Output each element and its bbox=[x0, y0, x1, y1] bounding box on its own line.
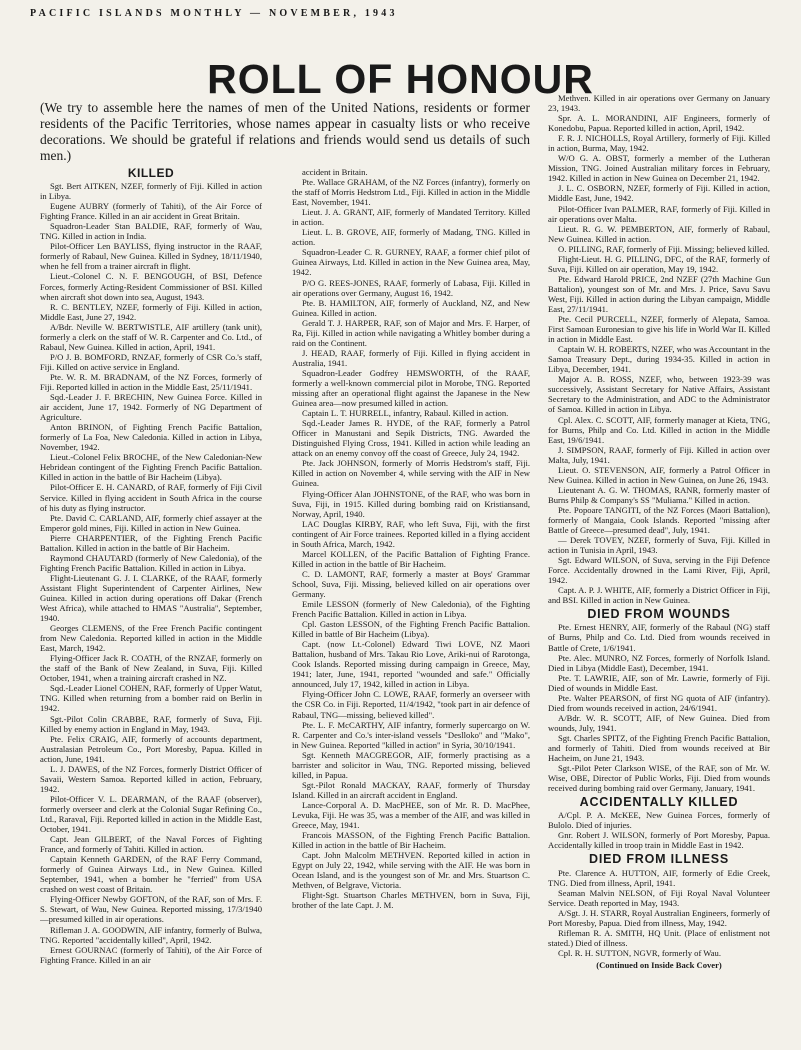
column-2 bbox=[292, 167, 530, 1039]
entries-list bbox=[548, 622, 770, 793]
honour-entry: Georges CLEMENS, of the Free French Pacific contingent from New Caledonia. Reported killed in action in the Middle East, March, 1942. bbox=[40, 623, 262, 654]
honour-entry: Sqd.-Leader James R. HYDE, of the RAF, formerly a Patrol Officer in Manustani and Sepik Districts, TNG. Awarded the Distinguished Flying Cross, 1941. Killed in action while leading an attack on an enemy convoy off the coast of Greece, July 24, 1942. bbox=[292, 418, 530, 459]
honour-entry: Lieut. J. A. GRANT, AIF, formerly of Mandated Territory. Killed in action. bbox=[292, 207, 530, 228]
entries-list bbox=[40, 181, 262, 965]
honour-entry: Sgt. Edward WILSON, of Suva, serving in the Fiji Defence Force. Accidentally drowned in the Lami River, Fiji, April, 1942. bbox=[548, 555, 770, 586]
honour-entry: J. L. C. OSBORN, NZEF, formerly of Fiji. Killed in action, Middle East, June, 1942. bbox=[548, 183, 770, 204]
honour-entry: C. D. LAMONT, RAF, formerly a master at Boys' Grammar School, Suva, Fiji. Missing, believed killed on air operations over Germany. bbox=[292, 568, 530, 599]
honour-entry: Capt. Jean GILBERT, of the Naval Forces of Fighting France, and formerly of Tahiti. Killed in action. bbox=[40, 834, 262, 855]
honour-entry: Squadron-Leader Stan BALDIE, RAF, formerly of Wau, TNG. Killed in action in India. bbox=[40, 221, 262, 242]
honour-entry: Seaman Malvin NELSON, of Fiji Royal Naval Volunteer Service. Death reported in May, 1943. bbox=[548, 887, 770, 908]
honour-entry: Pte. Wallace GRAHAM, of the NZ Forces (infantry), formerly on the staff of Morris Hedstrom Ltd., Fiji. Killed in action in the Middle East, November, 1941. bbox=[292, 177, 530, 208]
honour-entry: Sgt. Kenneth MACGREGOR, AIF, formerly practising as a barrister and solicitor in Wau, TNG. Reported missing, believed killed, in Papua. bbox=[292, 749, 530, 780]
honour-entry: P/O G. REES-JONES, RAAF, formerly of Labasa, Fiji. Killed in air operations over Germany, August 16, 1942. bbox=[292, 277, 530, 298]
honour-entry: Gnr. Robert J. WILSON, formerly of Port Moresby, Papua. Accidentally killed in troop train in Middle East in 1942. bbox=[548, 830, 770, 851]
honour-entry: Methven. Killed in air operations over Germany on January 23, 1943. bbox=[548, 93, 770, 114]
honour-entry: A/Bdr. W. R. SCOTT, AIF, of New Guinea. Died from wounds, July, 1941. bbox=[548, 712, 770, 733]
honour-entry: Lieut. O. STEVENSON, AIF, formerly a Patrol Officer in New Guinea. Killed in action in New Guinea, on June 26, 1943. bbox=[548, 464, 770, 485]
honour-entry: Lieut. R. G. W. PEMBERTON, AIF, formerly of Rabaul, New Guinea. Killed in action. bbox=[548, 223, 770, 244]
honour-entry: Raymond CHAUTARD (formerly of New Caledonia), of the Fighting French Pacific Battalion. Killed in action in Libya. bbox=[40, 552, 262, 573]
honour-entry: Pte. W. R. M. BRADNAM, of the NZ Forces, formerly of Fiji. Reported killed in action in the Middle East, 25/11/1941. bbox=[40, 371, 262, 392]
section-heading-died-from-illness: DIED FROM ILLNESS bbox=[589, 852, 729, 867]
honour-entry: A/Sgt. J. H. STARR, Royal Australian Engineers, formerly of Port Moresby, Papua. Died from illness, May, 1942. bbox=[548, 907, 770, 928]
honour-entry: A/Cpl. P. A. McKEE, New Guinea Forces, formerly of Bulolo. Died of injuries. bbox=[548, 810, 770, 831]
honour-entry: Cpl. R. H. SUTTON, NGVR, formerly of Wau. bbox=[558, 947, 721, 958]
intro-paragraph: (We try to assemble here the names of men of the United Nations, residents or former residents of the Pacific Territories, whose names appear in casualty lists or who receive decorations. We should be grateful if relations and friends would send us details of such men.) bbox=[40, 100, 530, 163]
section-heading-killed: KILLED bbox=[127, 167, 175, 180]
honour-entry: Sqd.-Leader J. F. BRECHIN, New Guinea Force. Killed in air accident, June 17, 1942. Formerly of NG Department of Agriculture. bbox=[40, 392, 262, 423]
honour-entry: W/O G. A. OBST, formerly a member of the Lutheran Mission, TNG. Joined Australian military forces in February, 1942. Killed in action in New Guinea on December 21, 1942. bbox=[548, 153, 770, 184]
honour-entry: Sgt. Bert AITKEN, NZEF, formerly of Fiji. Killed in action in Libya. bbox=[40, 181, 262, 202]
honour-entry: Sgt.-Pilot Colin CRABBE, RAF, formerly of Suva, Fiji. Killed by enemy action in England in May, 1943. bbox=[40, 713, 262, 734]
honour-entry: F. R. J. NICHOLLS, Royal Artillery, formerly of Fiji. Killed in action, Burma, May, 1942. bbox=[548, 133, 770, 154]
honour-entry: Lieut.-Colonel Felix BROCHE, of the New Caledonian-New Hebridean contingent of the Fighting French Pacific Battalion. Killed in action in the battle of Bir Hacheim (Libya). bbox=[40, 452, 262, 483]
honour-entry: Squadron-Leader C. R. GURNEY, RAAF, a former chief pilot of Guinea Airways, Ltd. Killed in action in the New Guinea area, May, 1942. bbox=[292, 247, 530, 278]
entries-list bbox=[548, 93, 770, 605]
honour-entry: Anton BRINON, of Fighting French Pacific Battalion, formerly of La Foa, New Caledonia. Killed in action in Libya, November, 1942. bbox=[40, 422, 262, 453]
honour-entry: Captain L. T. HURRELL, infantry, Rabaul. Killed in action. bbox=[302, 408, 509, 419]
honour-entry: Captain W. H. ROBERTS, NZEF, who was Accountant in the Samoa Treasury Dept., during 1934-35. Killed in action in Libya, December, 1941. bbox=[548, 344, 770, 375]
continued-note: (Continued on Inside Back Cover) bbox=[596, 959, 722, 970]
honour-entry: Rifleman J. A. GOODWIN, AIF infantry, formerly of Bulwa, TNG. Reported "accidentally killed", April, 1942. bbox=[40, 924, 262, 945]
entries-list bbox=[548, 868, 770, 958]
honour-entry: Capt. A. P. J. WHITE, AIF, formerly a District Officer in Fiji, and BSI. Killed in action in New Guinea. bbox=[548, 585, 770, 606]
honour-entry: Marcel KOLLEN, of the Pacific Battalion of Fighting France. Killed in action in the battle of Bir Hacheim. bbox=[292, 548, 530, 569]
honour-entry: Francois MASSON, of the Fighting French Pacific Battalion. Killed in action in the battle of Bir Hacheim. bbox=[292, 830, 530, 851]
honour-entry: Pte. T. LAWRIE, AIF, son of Mr. Lawrie, formerly of Fiji. Died of wounds in Middle East. bbox=[548, 672, 770, 693]
honour-entry: Pte. Felix CRAIG, AIF, formerly of accounts department, Australasian Petroleum Co., Port Moresby, Papua. Killed in action, June, 1941. bbox=[40, 733, 262, 764]
honour-entry: J. HEAD, RAAF, formerly of Fiji. Killed in flying accident in Australia, 1941. bbox=[292, 347, 530, 368]
honour-entry: Flight-Lieutenant G. J. I. CLARKE, of the RAAF, formerly Assistant Flight Superintendent of Carpenter Airlines, New Guinea. Killed in action during operations off Dakar (French West Africa), while attached to HMAS "Australia", September, 1940. bbox=[40, 572, 262, 624]
honour-entry: Flight-Sgt. Stuartson Charles METHVEN, born in Suva, Fiji, brother of the late Capt. J. M. bbox=[292, 890, 530, 911]
honour-entry: Cpl. Alex. C. SCOTT, AIF, formerly manager at Kieta, TNG, for Burns, Philp and Co. Ltd. Killed in action in the Middle East, 19/6/1941. bbox=[548, 414, 770, 445]
honour-entry: Pierre CHARPENTIER, of the Fighting French Pacific Battalion. Killed in action in the battle of Bir Hacheim. bbox=[40, 532, 262, 553]
honour-entry: Flight-Lieut. H. G. PILLING, DFC, of the RAF, formerly of Suva, Fiji. Killed on air operation, May 19, 1942. bbox=[548, 253, 770, 274]
honour-entry: Pte. Edward Harold PRICE, 2nd NZEF (27th Machine Gun Battalion), youngest son of Mr. and Mrs. J. Price, Savu Savu West, Fiji. Killed in action during the Libyan campaign, Middle East, 27/11/1941. bbox=[548, 273, 770, 314]
honour-entry: LAC Douglas KIRBY, RAF, who left Suva, Fiji, with the first contingent of Air Force trainees. Reported killed in a flying accident in South Africa, March, 1942. bbox=[292, 518, 530, 549]
column-1 bbox=[40, 167, 262, 1039]
honour-entry: A/Bdr. Neville W. BERTWISTLE, AIF artillery (tank unit), formerly a clerk on the staff of W. R. Carpenter and Co. Ltd., of Rabaul, New Guinea. Killed in action, April, 1941. bbox=[40, 321, 262, 352]
honour-entry: Flying-Officer Newby GOFTON, of the RAF, son of Mrs. F. S. Stewart, of Wau, New Guinea. Reported missing, 17/3/1940—presumed killed in air operations. bbox=[40, 894, 262, 925]
honour-entry: Pte. B. HAMILTON, AIF, formerly of Auckland, NZ, and New Guinea. Killed in action. bbox=[292, 297, 530, 318]
entries-list bbox=[548, 810, 770, 850]
section-heading-died-from-wounds: DIED FROM WOUNDS bbox=[587, 607, 731, 622]
honour-entry: Sgt. Charles SPITZ, of the Fighting French Pacific Battalion, and formerly of Tahiti. Died from wounds received at Bir Hacheim, on June 21, 1943. bbox=[548, 732, 770, 764]
honour-entry: Major A. B. ROSS, NZEF, who, between 1923-39 was successively, Assistant Secretary for Native Affairs, Assistant Secretary to the Administration, and ADC to the Administrator of Samoa. Killed in action in Libya. bbox=[548, 374, 770, 415]
honour-entry: Pte. David C. CARLAND, AIF, formerly chief assayer at the Emperor gold mines, Fiji. Killed in action in New Guinea. bbox=[40, 512, 262, 533]
honour-entry: Lance-Corporal A. D. MacPHEE, son of Mr. R. D. MacPhee, Levuka, Fiji. He was 35, was a member of the AIF, and was killed in Greece, May, 1941. bbox=[292, 799, 530, 831]
honour-entry: — Derek TOVEY, NZEF, formerly of Suva, Fiji. Killed in action in Tunisia in April, 1943. bbox=[548, 535, 770, 556]
column-3 bbox=[548, 93, 770, 1039]
honour-entry: Lieutenant A. G. W. THOMAS, RANR, formerly master of Burns Philp & Company's SS "Muliama." Killed in action. bbox=[548, 484, 770, 505]
honour-entry: Sqd.-Leader Lionel COHEN, RAF, formerly of Upper Watut, TNG. Killed when returning from a bomber raid on Berlin in 1942. bbox=[40, 683, 262, 714]
page-title: ROLL OF HONOUR bbox=[207, 56, 594, 102]
honour-entry: Capt. (now Lt.-Colonel) Edward Tiwi LOVE, NZ Maori Battalion, husband of Mrs. Takau Rio Love, Ariki-nui of Rarotonga, Cook Islands. Reported missing during campaign in Greece, May, 1941; later, June, 1941, reported "wounded and safe." Officially announced, July 17, 1942, killed in action in Libya. bbox=[292, 639, 530, 690]
honour-entry: O. PILLING, RAF, formerly of Fiji. Missing; believed killed. bbox=[558, 243, 770, 254]
running-head: PACIFIC ISLANDS MONTHLY — NOVEMBER, 1943 bbox=[30, 8, 398, 19]
honour-entry: Gerald T. J. HARPER, RAF, son of Major and Mrs. F. Harper, of Ra, Fiji. Killed in action while navigating a Whitley bomber during a raid on the Continent. bbox=[292, 317, 530, 348]
honour-entry: Capt. John Malcolm METHVEN. Reported killed in action in Egypt on July 22, 1942, while serving with the AIF. He was born in Ocean Island, and is the youngest son of Mr. and Mrs. Stuartson C. Methven, of Belgrave, Victoria. bbox=[292, 850, 530, 891]
honour-entry: Ernest GOURNAC (formerly of Tahiti), of the Air Force of Fighting France. Killed in an air bbox=[40, 944, 262, 965]
honour-entry: Pilot-Officer Len BAYLISS, flying instructor in the RAAF, formerly of Rabaul, New Guinea. Killed in Sydney, 18/11/1940, when he fell from a trainer aircraft in flight. bbox=[40, 241, 262, 272]
honour-entry: Flying-Officer Jack R. COATH, of the RNZAF, formerly on the staff of the Bank of New Zealand, in Suva, Fiji. Killed October, 1941, when a training aircraft crashed in NZ. bbox=[40, 653, 262, 684]
honour-entry: Sgt.-Pilot Ronald MACKAY, RAAF, formerly of Thursday Island. Killed in an aircraft accident in England. bbox=[292, 779, 530, 800]
honour-entry: Flying-Officer Alan JOHNSTONE, of the RAF, who was born in Suva, Fiji, in 1915. Killed during bombing raid on Kristiansand, Norway, April, 1940. bbox=[292, 488, 530, 519]
honour-entry: Pilot-Officer E. H. CANARD, of RAF, formerly of Fiji Civil Service. Killed in flying accident in South Africa in the course of his duty as flying instructor. bbox=[40, 482, 262, 513]
honour-entry: Flying-Officer John C. LOWE, RAAF, formerly an overseer with the CSR Co. in Fiji. Reported, 11/4/1942, "took part in air defence of Rabaul, TNG—missing, believed killed". bbox=[292, 689, 530, 720]
honour-entry: Pte. Walter PEARSON, of first NG quota of AIF (infantry). Died from wounds received in action, 24/6/1941. bbox=[548, 692, 770, 713]
honour-entry: Pte. Popoare TANGITI, of the NZ Forces (Maori Battalion), formerly of Mangaia, Cook Islands. Reported "missing after Battle of Greece—presumed dead", July, 1941. bbox=[548, 504, 770, 536]
honour-entry: Pte. Cecil PURCELL, NZEF, formerly of Alepata, Samoa. First Samoan Euronesian to give his life in World War II. Killed in action in Middle East. bbox=[548, 314, 770, 345]
honour-entry: Pilot-Officer V. L. DEARMAN, of the RAAF (observer), formerly overseer and clerk at the Colonial Sugar Refining Co., Ltd., Raraval, Fiji. Reported killed in action in the Middle East, October, 1941. bbox=[40, 793, 262, 835]
entries-list bbox=[292, 167, 530, 910]
honour-entry: R. C. BENTLEY, NZEF, formerly of Fiji. Killed in action, Middle East, June 27, 1942. bbox=[40, 301, 262, 322]
honour-entry: Sgt.-Pilot Peter Clarkson WISE, of the RAF, son of Mr. W. Wise, OBE, Director of Public Works, Fiji. Died from wounds received during bombing raid over Germany, January, 1941. bbox=[548, 763, 770, 794]
section-heading-accidentally-killed: ACCIDENTALLY KILLED bbox=[579, 795, 739, 810]
honour-entry: Eugene AUBRY (formerly of Tahiti), of the Air Force of Fighting France. Killed in an air accident in Great Britain. bbox=[40, 201, 262, 222]
honour-entry: Cpl. Gaston LESSON, of the Fighting French Pacific Battalion. Killed in battle of Bir Hacheim (Libya). bbox=[292, 619, 530, 640]
honour-entry: Lieut.-Colonel C. N. F. BENGOUGH, of BSI, Defence Forces, formerly Acting-Resident Commissioner of BSI. Killed when aircraft shot down into sea, August, 1943. bbox=[40, 271, 262, 302]
honour-entry: Rifleman R. A. SMITH, HQ Unit. (Place of enlistment not stated.) Died of illness. bbox=[548, 927, 770, 948]
honour-entry: Lieut. L. B. GROVE, AIF, formerly of Madang, TNG. Killed in action. bbox=[292, 227, 530, 248]
honour-entry: P/O J. B. BOMFORD, RNZAF, formerly of CSR Co.'s staff, Fiji. Killed on active service in England. bbox=[40, 351, 262, 372]
honour-entry: Pte. Alec. MUNRO, NZ Forces, formerly of Norfolk Island. Died in Libya (Middle East), December, 1941. bbox=[548, 652, 770, 673]
honour-entry: Pte. Jack JOHNSON, formerly of Morris Hedstrom's staff, Fiji. Killed in action on November 4, while serving with the AIF in New Guinea. bbox=[292, 458, 530, 489]
honour-entry: Squadron-Leader Godfrey HEMSWORTH, of the RAAF, formerly a well-known commercial pilot in Morobe, TNG. Reported missing after an operational flight against the Japanese in the New Guinea area—now presumed killed in action. bbox=[292, 367, 530, 409]
honour-entry: accident in Britain. bbox=[302, 167, 368, 177]
honour-entry: Pte. Clarence A. HUTTON, AIF, formerly of Edie Creek, TNG. Died from illness, April, 1941. bbox=[548, 867, 770, 888]
honour-entry: Pte. L. F. McCARTHY, AIF infantry, formerly supercargo on W. R. Carpenter and Co.'s inter-island vessels "Deslloko" and "Mako", in New Guinea. Reported "killed in action" in Syria, 30/10/1941. bbox=[292, 719, 530, 750]
honour-entry: Captain Kenneth GARDEN, of the RAF Ferry Command, formerly of Guinea Airways Ltd., in New Guinea. Killed September, 1941, when a bomber he "ferried" from USA crashed on west coast of Britain. bbox=[40, 854, 262, 895]
honour-entry: L. J. DAWES, of the NZ Forces, formerly District Officer of Savaii, Western Samoa. Reported killed in action, February, 1942. bbox=[40, 763, 262, 794]
honour-entry: Pte. Ernest HENRY, AIF, formerly of the Rabaul (NG) staff of Burns, Philp and Co. Ltd. Died from wounds received in Battle of Crete, 1/6/1941. bbox=[548, 622, 770, 653]
honour-entry: Pilot-Officer Ivan PALMER, RAF, formerly of Fiji. Killed in air operations over Malta. bbox=[548, 203, 770, 224]
honour-entry: Spr. A. L. MORANDINI, AIF Engineers, formerly of Konedobu, Papua. Reported killed in action, April, 1942. bbox=[548, 113, 770, 134]
honour-entry: J. SIMPSON, RAAF, formerly of Fiji. Killed in action over Malta, July, 1941. bbox=[548, 444, 770, 465]
honour-entry: Emile LESSON (formerly of New Caledonia), of the Fighting French Pacific Battalion. Killed in action in Libya. bbox=[292, 599, 530, 620]
